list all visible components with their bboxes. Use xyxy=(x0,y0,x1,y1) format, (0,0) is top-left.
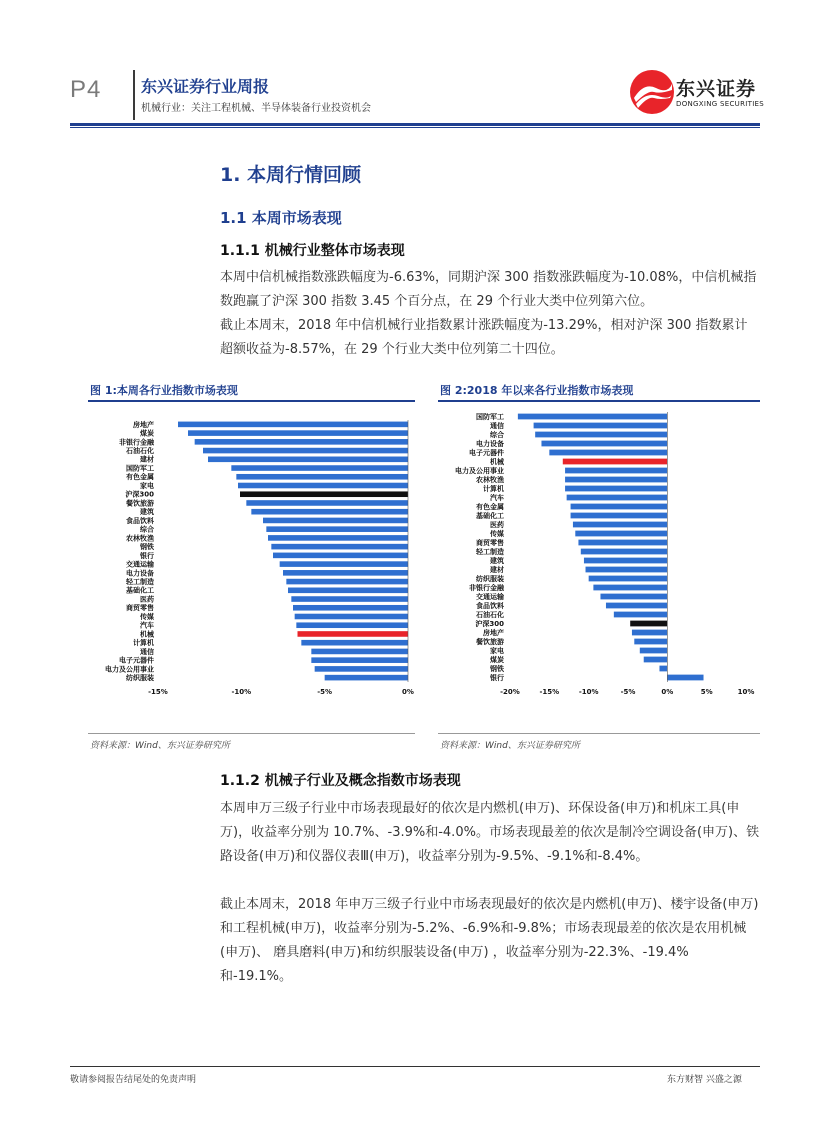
bar-家电 xyxy=(640,648,668,654)
bar-纺织服装 xyxy=(325,675,408,681)
bar-汽车 xyxy=(567,495,668,501)
category-label: 石油石化 xyxy=(126,447,154,456)
bar-食品饮料 xyxy=(263,518,408,524)
category-label: 传媒 xyxy=(140,612,154,621)
category-label: 食品饮料 xyxy=(476,602,504,611)
category-label: 电力及公用事业 xyxy=(105,665,154,674)
category-label: 银行 xyxy=(140,551,154,560)
footer-disclaimer: 敬请参阅报告结尾处的免责声明 xyxy=(70,1075,197,1085)
bar-电力设备 xyxy=(541,441,667,447)
category-label: 医药 xyxy=(490,521,504,530)
category-label: 电力设备 xyxy=(476,440,504,449)
category-label: 交通运输 xyxy=(476,593,504,602)
page-number: P4 xyxy=(70,76,102,103)
bar-农林牧渔 xyxy=(565,477,667,483)
bar-国防军工 xyxy=(518,414,667,420)
bar-综合 xyxy=(266,526,408,532)
bar-电力及公用事业 xyxy=(315,666,408,672)
category-label: 轻工制造 xyxy=(476,548,504,557)
bar-商贸零售 xyxy=(578,540,667,546)
category-label: 医药 xyxy=(140,595,154,604)
bar-非银行金融 xyxy=(195,439,408,445)
bar-农林牧渔 xyxy=(268,535,408,541)
category-label: 沪深300 xyxy=(475,620,504,629)
bar-房地产 xyxy=(632,630,667,636)
figure-1-source: 资料来源：Wind、东兴证券研究所 xyxy=(90,741,230,751)
bar-医药 xyxy=(573,522,667,528)
category-label: 非银行金融 xyxy=(119,438,154,447)
bar-食品饮料 xyxy=(606,603,667,609)
x-tick-label: -10% xyxy=(231,688,252,696)
category-label: 国防军工 xyxy=(476,413,504,422)
x-tick-label: -10% xyxy=(578,688,599,696)
figure-1-top-rule xyxy=(88,400,415,402)
category-label: 传媒 xyxy=(490,530,504,539)
category-label: 家电 xyxy=(140,481,154,490)
category-label: 机械 xyxy=(490,458,504,467)
figure-1-chart xyxy=(88,404,415,704)
bar-医药 xyxy=(291,596,408,602)
section-1-1-2-title: 1.1.2 机械子行业及概念指数市场表现 xyxy=(220,773,461,789)
logo-text-cn: 东兴证券 xyxy=(676,78,757,100)
x-tick-label: -20% xyxy=(500,688,520,696)
bar-石油石化 xyxy=(203,448,408,454)
category-label: 电子元器件 xyxy=(119,656,154,665)
bar-轻工制造 xyxy=(581,549,668,555)
category-label: 综合 xyxy=(140,525,154,534)
logo-mark-icon xyxy=(628,68,676,116)
bar-电子元器件 xyxy=(549,450,667,456)
bar-计算机 xyxy=(565,486,667,492)
category-label: 建材 xyxy=(140,455,154,464)
category-label: 计算机 xyxy=(483,485,504,494)
bar-餐饮旅游 xyxy=(246,500,408,506)
bar-机械 xyxy=(298,631,409,637)
category-label: 基础化工 xyxy=(126,586,154,595)
x-tick-label: -15% xyxy=(539,688,560,696)
paragraph-weekly-performance: 本周中信机械指数涨跌幅度为-6.63%，同期沪深 300 指数涨跌幅度为-10.08%，中信机械指数跑赢了沪深 300 指数 3.45 个百分点，在 29 个行业大类中位列第六位。 xyxy=(220,270,757,309)
bar-钢铁 xyxy=(271,544,408,550)
category-label: 通信 xyxy=(140,647,154,656)
category-label: 汽车 xyxy=(490,494,504,503)
x-tick-label: 10% xyxy=(737,688,755,696)
bar-基础化工 xyxy=(288,588,408,594)
bar-石油石化 xyxy=(614,612,667,618)
category-label: 餐饮旅游 xyxy=(476,638,504,647)
category-label: 餐饮旅游 xyxy=(126,499,154,508)
x-tick-label: 5% xyxy=(700,688,713,696)
category-label: 建材 xyxy=(490,566,504,575)
category-label: 钢铁 xyxy=(140,543,154,552)
category-label: 纺织服装 xyxy=(126,674,154,683)
category-label: 轻工制造 xyxy=(126,578,154,587)
bar-沪深300 xyxy=(240,491,408,497)
bar-计算机 xyxy=(301,640,408,646)
bar-纺织服装 xyxy=(589,576,668,582)
category-label: 农林牧渔 xyxy=(126,534,154,543)
bar-煤炭 xyxy=(644,657,668,663)
x-tick-label: 0% xyxy=(661,688,674,696)
bar-沪深300 xyxy=(630,621,667,627)
category-label: 电力设备 xyxy=(126,569,154,578)
paragraph-sub-industry-ytd: 截止本周末，2018 年申万三级子行业中市场表现最好的依次是内燃机(申万)、楼宇设备(申万)和工程机械(申万)，收益率分别为-5.2%、-6.9%和-9.8%；市场表现最差的依次是农用机械(申万)、 磨具磨料(申万)和纺织服装设备(申万) ，收益率分别为-22.3%、-19.4%和-19.1%。 xyxy=(220,897,759,984)
bar-建筑 xyxy=(584,558,667,564)
category-label: 房地产 xyxy=(483,629,504,638)
section-1-1-title: 1.1 本周市场表现 xyxy=(220,209,342,227)
bar-有色金属 xyxy=(236,474,408,480)
bar-建材 xyxy=(586,567,668,573)
category-label: 纺织服装 xyxy=(476,575,504,584)
bar-传媒 xyxy=(295,614,408,620)
category-label: 煤炭 xyxy=(490,656,504,665)
bar-机械 xyxy=(563,459,668,465)
category-label: 商贸零售 xyxy=(476,539,504,548)
bar-交通运输 xyxy=(600,594,667,600)
paragraph-sub-industry-weekly: 本周申万三级子行业中市场表现最好的依次是内燃机(申万)、环保设备(申万)和机床工具(申万)，收益率分别为 10.7%、-3.9%和-4.0%。市场表现最差的依次是制冷空调设备(申万)、铁路设备(申万)和仪器仪表Ⅲ(申万)，收益率分别为-9.5%、-9.1%和-8.4%。 xyxy=(220,801,760,864)
category-label: 有色金属 xyxy=(126,473,154,482)
bar-国防军工 xyxy=(231,465,408,471)
bar-电子元器件 xyxy=(311,657,408,663)
bar-餐饮旅游 xyxy=(634,639,667,645)
category-label: 银行 xyxy=(490,674,504,683)
category-label: 机械 xyxy=(140,630,154,639)
figure-2-bottom-rule xyxy=(438,733,760,734)
figure-2-title: 图 2:2018 年以来各行业指数市场表现 xyxy=(440,384,634,397)
bar-商贸零售 xyxy=(293,605,408,611)
bar-汽车 xyxy=(296,622,408,628)
section-1-title: 1. 本周行情回顾 xyxy=(220,164,362,186)
category-label: 汽车 xyxy=(140,621,154,630)
bar-房地产 xyxy=(178,422,408,428)
category-label: 煤炭 xyxy=(140,429,154,438)
category-label: 电子元器件 xyxy=(469,449,504,458)
x-tick-label: -5% xyxy=(620,688,636,696)
category-label: 沪深300 xyxy=(125,490,154,499)
bar-基础化工 xyxy=(571,513,668,519)
header-rule-thin xyxy=(70,127,760,128)
category-label: 石油石化 xyxy=(476,611,504,620)
bar-煤炭 xyxy=(188,430,408,436)
category-label: 商贸零售 xyxy=(126,604,154,613)
section-1-1-1-title: 1.1.1 机械行业整体市场表现 xyxy=(220,243,405,259)
bar-电力设备 xyxy=(283,570,408,576)
bar-银行 xyxy=(667,675,703,681)
category-label: 非银行金融 xyxy=(469,584,504,593)
bar-家电 xyxy=(238,483,408,489)
figure-2-source: 资料来源：Wind、东兴证券研究所 xyxy=(440,741,580,751)
header-divider xyxy=(133,70,135,120)
footer-rule xyxy=(70,1066,760,1067)
category-label: 计算机 xyxy=(133,639,154,648)
logo-text-en: DONGXING SECURITIES xyxy=(676,100,765,108)
category-label: 农林牧渔 xyxy=(476,476,504,485)
category-label: 国防军工 xyxy=(126,464,154,473)
figure-2-chart xyxy=(438,404,760,704)
report-title: 东兴证券行业周报 xyxy=(141,77,270,96)
footer-slogan: 东方财智 兴盛之源 xyxy=(667,1075,742,1085)
paragraph-ytd-performance: 截止本周末，2018 年中信机械行业指数累计涨跌幅度为-13.29%，相对沪深 300 指数累计超额收益为-8.57%，在 29 个行业大类中位列第二十四位。 xyxy=(220,318,748,357)
bar-建材 xyxy=(208,457,408,463)
category-label: 房地产 xyxy=(133,420,154,429)
bar-传媒 xyxy=(575,531,667,537)
bar-非银行金融 xyxy=(593,585,667,591)
bar-银行 xyxy=(273,553,408,559)
category-label: 综合 xyxy=(490,431,504,440)
figure-2-top-rule xyxy=(438,400,760,402)
x-tick-label: -5% xyxy=(317,688,333,696)
category-label: 钢铁 xyxy=(490,665,504,674)
category-label: 基础化工 xyxy=(476,512,504,521)
category-label: 通信 xyxy=(490,422,504,431)
bar-轻工制造 xyxy=(286,579,408,585)
bar-电力及公用事业 xyxy=(565,468,667,474)
bar-有色金属 xyxy=(571,504,668,510)
bar-交通运输 xyxy=(280,561,408,567)
category-label: 食品饮料 xyxy=(126,516,154,525)
category-label: 建筑 xyxy=(490,557,504,566)
header-rule xyxy=(70,123,760,126)
category-label: 交通运输 xyxy=(126,560,154,569)
bar-钢铁 xyxy=(659,666,667,672)
bar-通信 xyxy=(534,423,668,429)
figure-1-title: 图 1:本周各行业指数市场表现 xyxy=(90,384,238,397)
category-label: 家电 xyxy=(490,647,504,656)
category-label: 电力及公用事业 xyxy=(455,467,504,476)
x-tick-label: -15% xyxy=(148,688,168,696)
bar-综合 xyxy=(535,432,667,438)
category-label: 建筑 xyxy=(140,508,154,517)
bar-通信 xyxy=(311,649,408,655)
category-label: 有色金属 xyxy=(476,503,504,512)
report-subtitle: 机械行业：关注工程机械、半导体装备行业投资机会 xyxy=(141,103,371,114)
x-tick-label: 0% xyxy=(402,688,414,696)
figure-1-bottom-rule xyxy=(88,733,415,734)
bar-建筑 xyxy=(251,509,408,515)
